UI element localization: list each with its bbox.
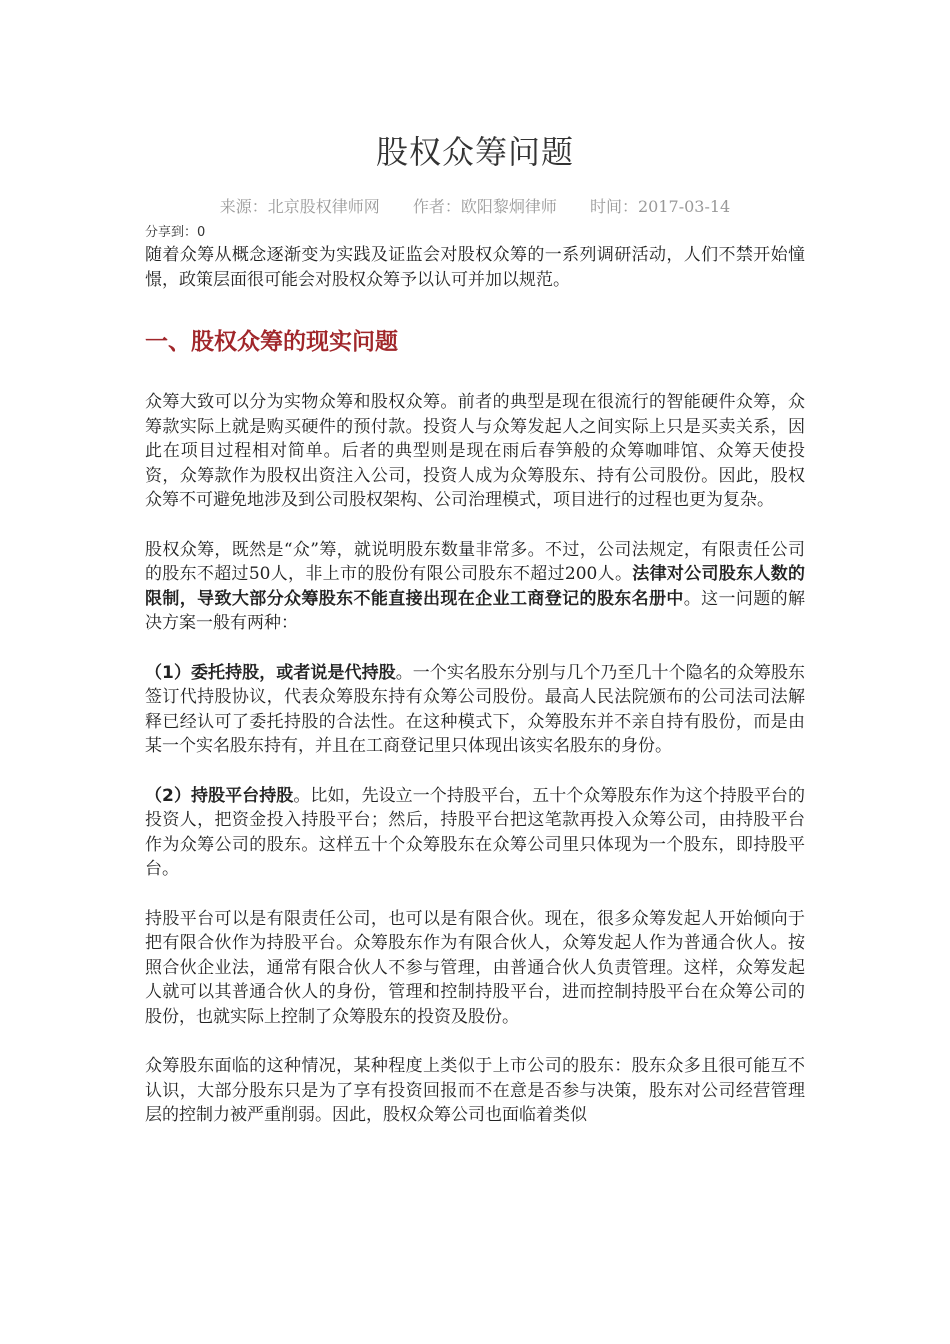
paragraph-3-text: 。一个实名股东分别与几个乃至几十个隐名的众筹股东签订代持股协议，代表众筹股东持有众筹公司股份。最高人民法院颁布的公司法司法解释已经认可了委托持股的合法性。在这种模式下，众筹股东并不亲自持有股份，而是由某一个实名股东持有，并且在工商登记里只体现出该实名股东的身份。 <box>145 662 806 757</box>
article-author: 作者：欧阳黎炯律师 <box>412 197 557 217</box>
share-count[interactable]: 分享到：0 <box>145 225 206 241</box>
article-meta <box>145 195 805 219</box>
paragraph-2-bold: 法律对公司股东人数的限制，导致大部分众筹股东不能直接出现在企业工商登记的股东名册中 <box>145 564 805 609</box>
paragraph-4-text: 。比如，先设立一个持股平台，五十个众筹股东作为这个持股平台的投资人，把资金投入持股平台；然后，持股平台把这笔款再投入众筹公司，由持股平台作为众筹公司的股东。这样五十个众筹股东在众筹公司里只体现为一个股东，即持股平台。 <box>145 785 805 880</box>
paragraph-3-bold: （1）委托持股，或者说是代持股 <box>145 662 396 683</box>
article-title: 股权众筹问题 <box>375 133 574 171</box>
paragraph-2 <box>145 538 805 636</box>
paragraph-6: 众筹股东面临的这种情况，某种程度上类似于上市公司的股东：股东众多且很可能互不认识，大部分股东只是为了享有投资回报而不在意是否参与决策，股东对公司经营管理层的控制力被严重削弱。因此，股权众筹公司也面临着类似 <box>145 1056 805 1126</box>
paragraph-3 <box>145 661 805 759</box>
article-source: 来源：北京股权律师网 <box>219 197 380 217</box>
paragraph-4 <box>145 784 805 882</box>
paragraph-4-bold: （2）持股平台持股 <box>145 785 294 806</box>
article <box>145 0 805 1128</box>
paragraph-1: 众筹大致可以分为实物众筹和股权众筹。前者的典型是现在很流行的智能硬件众筹，众筹款实际上就是购买硬件的预付款。投资人与众筹发起人之间实际上只是买卖关系，因此在项目过程相对简单。后者的典型则是现在雨后春笋般的众筹咖啡馆、众筹天使投资，众筹款作为股权出资注入公司，投资人成为众筹股东、持有公司股份。因此，股权众筹不可避免地涉及到公司股权架构、公司治理模式，项目进行的过程也更为复杂。 <box>145 392 805 511</box>
paragraph-5: 持股平台可以是有限责任公司，也可以是有限合伙。现在，很多众筹发起人开始倾向于把有限合伙作为持股平台。众筹股东作为有限合伙人，众筹发起人作为普通合伙人。按照合伙企业法，通常有限合伙人不参与管理，由普通合伙人负责管理。这样，众筹发起人就可以其普通合伙人的身份，管理和控制持股平台，进而控制持股平台在众筹公司的股份，也就实际上控制了众筹股东的投资及股份。 <box>145 908 805 1027</box>
paragraph-2-text-a: 股权众筹，既然是“众”筹，就说明股东数量非常多。不过，公司法规定，有限责任公司的股东不超过50人，非上市的股份有限公司股东不超过200人。 <box>145 539 805 585</box>
section-heading: 一、股权众筹的现实问题 <box>145 329 398 356</box>
article-time: 时间：2017-03-14 <box>589 197 731 217</box>
intro-paragraph: 随着众筹从概念逐渐变为实践及证监会对股权众筹的一系列调研活动，人们不禁开始憧憬，政策层面很可能会对股权众筹予以认可并加以规范。 <box>145 245 805 290</box>
paragraph-2-text-b: 。这一问题的解决方案一般有两种： <box>145 588 806 634</box>
